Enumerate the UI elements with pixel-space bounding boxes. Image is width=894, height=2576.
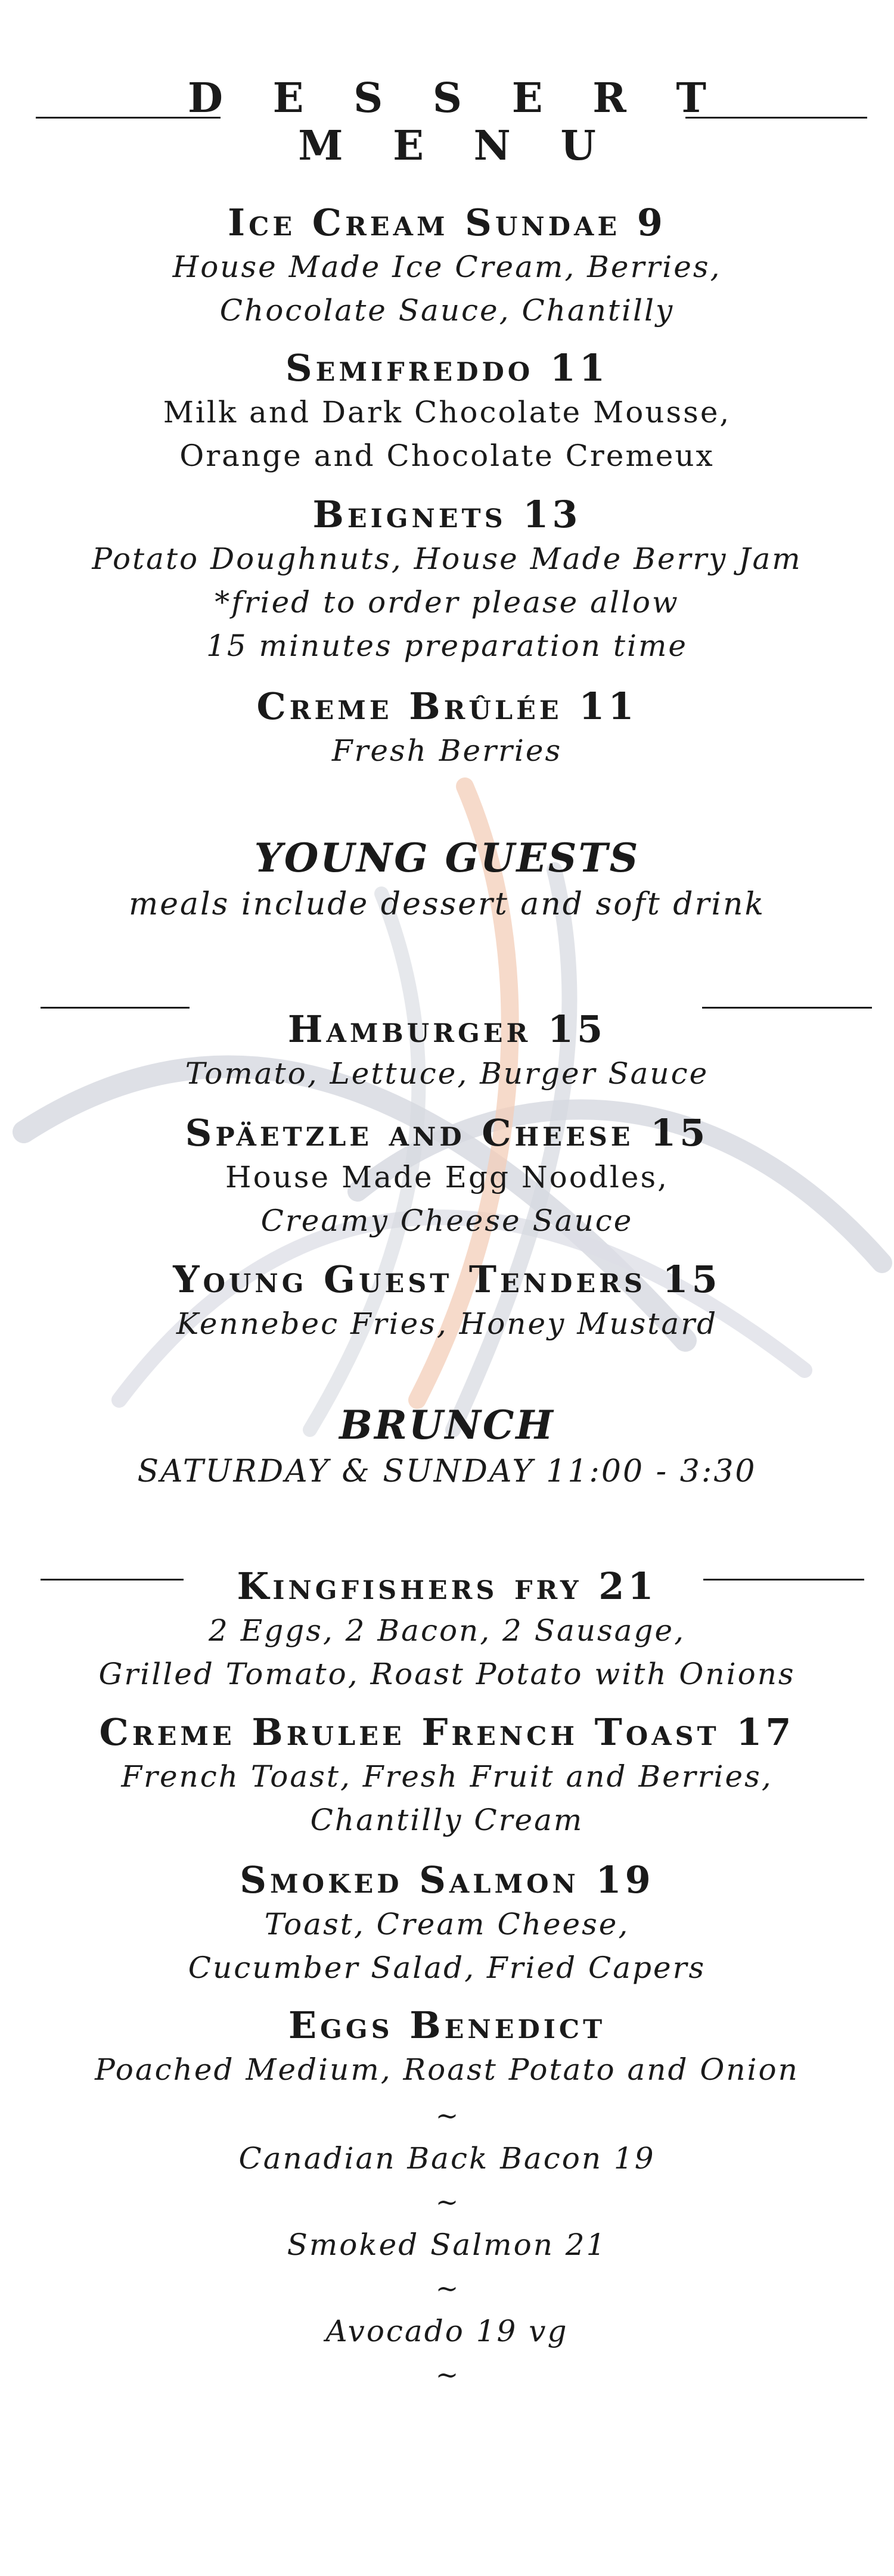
item-description: Chocolate Sauce, Chantilly bbox=[219, 293, 675, 328]
benedict-options bbox=[0, 2094, 894, 2396]
item-name: Young Guest Tenders 15 bbox=[173, 1258, 721, 1301]
menu-item bbox=[0, 1564, 894, 1696]
section-title: BRUNCH bbox=[339, 1402, 555, 1448]
section-title: YOUNG GUESTS bbox=[254, 835, 640, 881]
section-header-young-guests bbox=[0, 834, 894, 927]
item-name: Beignets 13 bbox=[312, 493, 582, 536]
benedict-option: Avocado 19 vg bbox=[325, 2314, 569, 2348]
item-description: Grilled Tomato, Roast Potato with Onions bbox=[98, 1657, 796, 1691]
benedict-option: Canadian Back Bacon 19 bbox=[238, 2141, 656, 2176]
tilde-separator: ~ bbox=[435, 2186, 459, 2218]
section-header-brunch bbox=[0, 1401, 894, 1494]
section-subtitle: SATURDAY & SUNDAY 11:00 - 3:30 bbox=[137, 1454, 757, 1489]
tilde-separator: ~ bbox=[435, 2359, 459, 2391]
item-description: Kennebec Fries, Honey Mustard bbox=[176, 1306, 718, 1341]
menu-item bbox=[0, 684, 894, 773]
menu-item bbox=[0, 1858, 894, 1990]
item-description: Poached Medium, Roast Potato and Onion bbox=[95, 2052, 799, 2087]
item-description: Orange and Chocolate Cremeux bbox=[179, 438, 715, 473]
menu-title bbox=[0, 74, 894, 170]
item-description: French Toast, Fresh Fruit and Berries, bbox=[121, 1759, 773, 1794]
item-description: Chantilly Cream bbox=[310, 1803, 584, 1837]
item-name: Ice Cream Sundae 9 bbox=[228, 201, 666, 244]
menu-item bbox=[0, 346, 894, 478]
item-description: Milk and Dark Chocolate Mousse, bbox=[163, 395, 731, 430]
benedict-option: Smoked Salmon 21 bbox=[287, 2227, 607, 2262]
item-name: Creme Brûlée 11 bbox=[256, 685, 638, 728]
item-name: Hamburger 15 bbox=[287, 1007, 607, 1051]
item-description: 2 Eggs, 2 Bacon, 2 Sausage, bbox=[209, 1613, 685, 1648]
item-description: House Made Ice Cream, Berries, bbox=[172, 250, 722, 284]
menu-item bbox=[0, 1007, 894, 1096]
item-name: Smoked Salmon 19 bbox=[240, 1858, 654, 1902]
item-name: Creme Brulee French Toast 17 bbox=[99, 1710, 795, 1754]
section-subtitle: meals include dessert and soft drink bbox=[128, 886, 766, 922]
menu-item bbox=[0, 1710, 894, 1842]
item-name: Semifreddo 11 bbox=[285, 346, 609, 390]
menu-item bbox=[0, 1110, 894, 1243]
tilde-separator: ~ bbox=[435, 2099, 459, 2132]
item-description: Cucumber Salad, Fried Capers bbox=[188, 1950, 706, 1985]
item-name: Kingfishers fry 21 bbox=[237, 1564, 657, 1608]
item-description: *fried to order please allow bbox=[215, 585, 679, 620]
tilde-separator: ~ bbox=[435, 2272, 459, 2304]
menu-title-line: D E S S E R T bbox=[188, 74, 724, 122]
item-description: Creamy Cheese Sauce bbox=[260, 1203, 634, 1238]
item-description: 15 minutes preparation time bbox=[206, 629, 688, 663]
item-description: House Made Egg Noodles, bbox=[225, 1160, 669, 1194]
menu-item bbox=[0, 2003, 894, 2092]
item-description: Toast, Cream Cheese, bbox=[264, 1907, 630, 1942]
menu-item bbox=[0, 1257, 894, 1346]
menu-item bbox=[0, 200, 894, 332]
item-name: Eggs Benedict bbox=[288, 2003, 606, 2047]
item-description: Tomato, Lettuce, Burger Sauce bbox=[185, 1056, 709, 1091]
item-description: Potato Doughnuts, House Made Berry Jam bbox=[92, 542, 802, 576]
menu-title-line: M E N U bbox=[298, 122, 614, 170]
menu-item bbox=[0, 492, 894, 668]
item-name: Späetzle and Cheese 15 bbox=[185, 1111, 709, 1155]
item-description: Fresh Berries bbox=[331, 733, 563, 768]
